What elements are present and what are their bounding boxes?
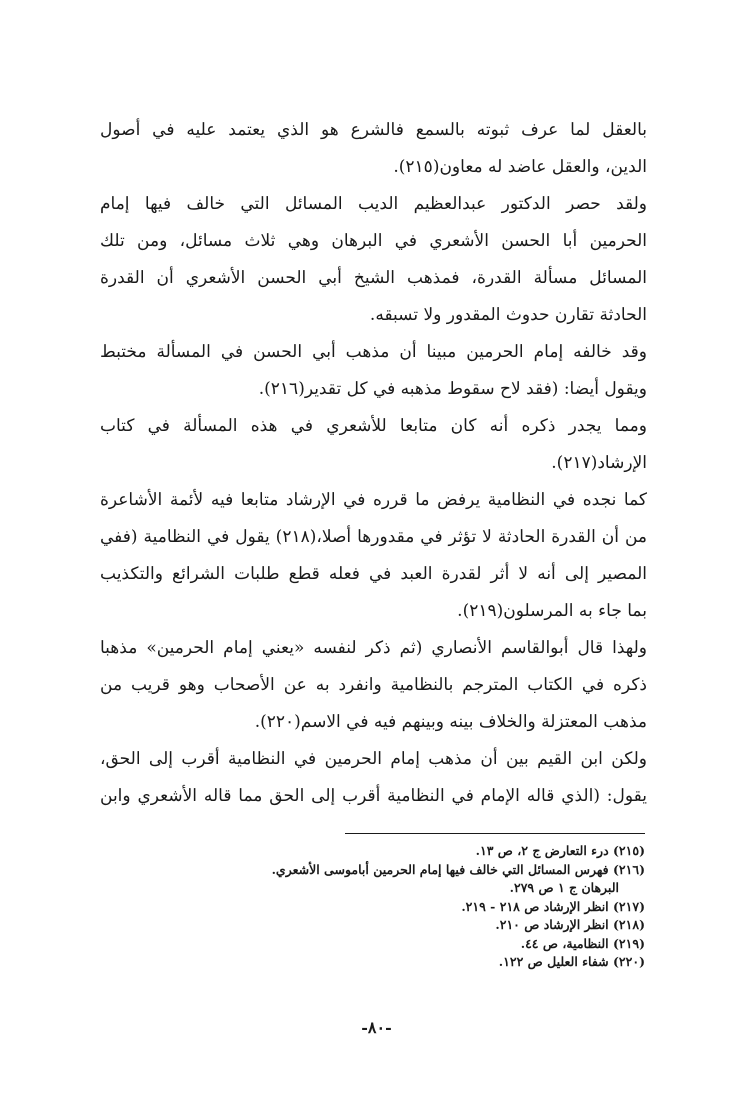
footnote: (٢١٦) فهرس المسائل التي خالف فيها إمام الحرمين أباموسى الأشعري. (271, 861, 645, 877)
text-line: الدين، والعقل عاضد له معاون(٢١٥). (393, 157, 647, 177)
text-line: ومما يجدر ذكره أنه كان متابعا للأشعري في هذه المسألة في كتاب (100, 416, 647, 436)
footnote: (٢٢٠) شفاء العليل ص ١٢٢. (498, 954, 645, 969)
footnote-continuation: البرهان ج ١ ص ٢٧٩. (509, 880, 619, 895)
footnote: (٢١٨) انظر الإرشاد ص ٢١٠. (495, 917, 645, 932)
text-line: ولهذا قال أبوالقاسم الأنصاري (ثم ذكر لنفسه «يعني إمام الحرمين» مذهبا (100, 638, 647, 658)
footnote: (٢١٥) درء التعارض ج ٢، ص ١٣. (475, 843, 645, 858)
text-line: المسائل مسألة القدرة، فمذهب الشيخ أبي الحسن الأشعري أن القدرة (100, 268, 647, 288)
text-line: الإرشاد(٢١٧). (551, 453, 647, 473)
footnote-divider (345, 833, 645, 834)
footnote: (٢١٩) النظامية، ص ٤٤. (520, 935, 645, 951)
text-line: الحرمين أبا الحسن الأشعري في البرهان وهي ثلاث مسائل، ومن تلك (100, 231, 647, 251)
text-line: وقد خالفه إمام الحرمين مبينا أن مذهب أبي الحسن في المسألة مختبط (100, 342, 647, 362)
footnote: (٢١٧) انظر الإرشاد ص ٢١٨ - ٢١٩. (461, 898, 645, 914)
text-line: ويقول أيضا: (فقد لاح سقوط مذهبه في كل تقدير(٢١٦). (258, 379, 647, 399)
page-number: -٨٠- (361, 1018, 392, 1037)
text-line: مذهب المعتزلة والخلاف بينه وبينهم فيه في الاسم(٢٢٠). (254, 712, 647, 732)
text-line: ولقد حصر الدكتور عبدالعظيم الديب المسائل التي خالف فيها إمام (100, 194, 647, 214)
text-line: بما جاء به المرسلون(٢١٩). (457, 601, 647, 621)
text-line: ذكره في الكتاب المترجم بالنظامية وانفرد به عن الأصحاب وهو قريب من (100, 675, 647, 695)
footnotes (225, 842, 645, 972)
text-line: بالعقل لما عرف ثبوته بالسمع فالشرع هو الذي يعتمد عليه في أصول (100, 120, 647, 140)
text-line: يقول: (الذي قاله الإمام في النظامية أقرب إلى الحق مما قاله الأشعري وابن (100, 786, 647, 806)
text-line: ولكن ابن القيم بين أن مذهب إمام الحرمين في النظامية أقرب إلى الحق، (100, 749, 647, 769)
text-line: الحادثة تقارن حدوث المقدور ولا تسبقه. (369, 305, 647, 325)
text-line: المصير إلى أنه لا أثر لقدرة العبد في فعله قطع طلبات الشرائع والتكذيب (100, 564, 647, 584)
text-line: كما نجده في النظامية يرفض ما قرره في الإرشاد متابعا فيه لأئمة الأشاعرة (100, 490, 647, 510)
text-line: من أن القدرة الحادثة لا تؤثر في مقدورها أصلا،(٢١٨) يقول في النظامية (ففي (100, 527, 647, 547)
main-text (100, 112, 647, 815)
